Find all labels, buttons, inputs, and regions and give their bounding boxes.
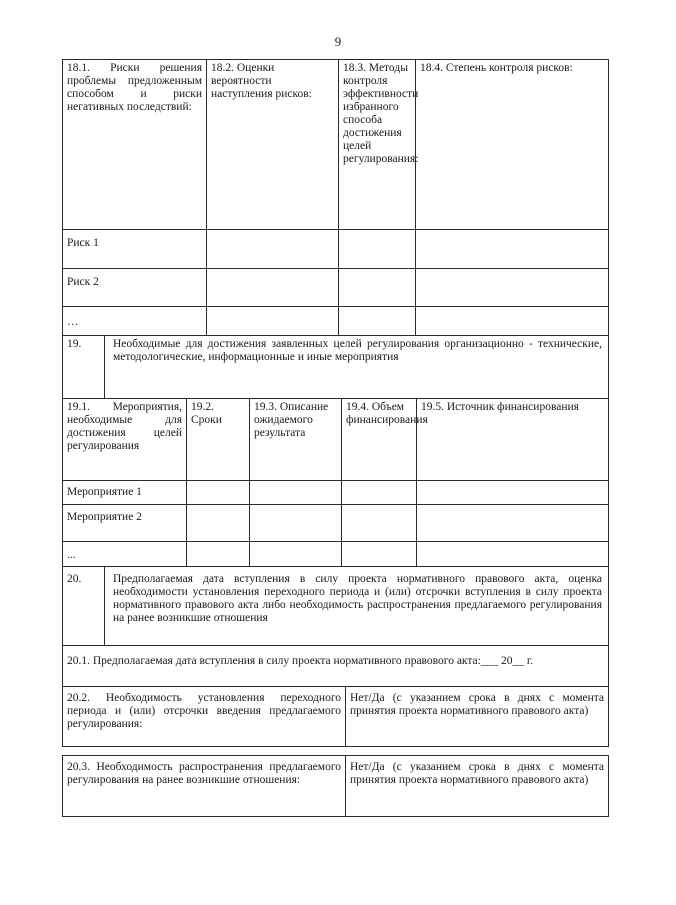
s18-cell bbox=[206, 268, 339, 307]
s19-cell bbox=[186, 504, 250, 542]
s20-entry-date: 20.1. Предполагаемая дата вступления в силу проекта нормативного правового акта:___ 20__ г. bbox=[62, 645, 609, 687]
s19-header-source: 19.5. Источник финансирования bbox=[416, 398, 609, 481]
s18-cell bbox=[338, 229, 416, 269]
s19-cell bbox=[416, 480, 609, 505]
s20-number: 20. bbox=[62, 566, 105, 646]
s18-cell bbox=[415, 306, 609, 336]
s19-number: 19. bbox=[62, 335, 105, 399]
s20-title: Предполагаемая дата вступления в силу проекта нормативного правового акта, оценка необходимости установления переходного периода и (или) отсрочки вступления в силу проекта нормативного правового акта либо необходимость распространения предлагаемого регулирования на ранее возникшие отношения bbox=[104, 566, 609, 646]
s18-cell bbox=[338, 306, 416, 336]
s19-cell bbox=[416, 504, 609, 542]
s18-cell bbox=[338, 268, 416, 307]
s19-row-label: Мероприятие 1 bbox=[62, 480, 187, 505]
s19-header-activities: 19.1. Мероприятия, необходимые для достижения целей регулирования bbox=[62, 398, 187, 481]
s19-row-label: Мероприятие 2 bbox=[62, 504, 187, 542]
s18-cell bbox=[415, 229, 609, 269]
s19-cell bbox=[341, 504, 417, 542]
s18-header-control: 18.4. Степень контроля рисков: bbox=[415, 59, 609, 230]
s18-row-label: Риск 1 bbox=[62, 229, 207, 269]
s19-cell bbox=[341, 480, 417, 505]
s19-title: Необходимые для достижения заявленных целей регулирования организационно - технические, методологические, информационные и иные мероприятия bbox=[104, 335, 609, 399]
s19-cell bbox=[249, 480, 342, 505]
s18-row-label: … bbox=[62, 306, 207, 336]
s18-cell bbox=[206, 306, 339, 336]
s18-row-label: Риск 2 bbox=[62, 268, 207, 307]
s19-cell bbox=[186, 541, 250, 567]
s20-retroactive-answer: Нет/Да (с указанием срока в днях с момента принятия проекта нормативного правового акта) bbox=[345, 755, 609, 817]
s20-transition-answer: Нет/Да (с указанием срока в днях с момента принятия проекта нормативного правового акта) bbox=[345, 686, 609, 747]
s19-header-terms bbox=[186, 398, 250, 481]
s19-cell bbox=[249, 504, 342, 542]
s19-row-label: ... bbox=[62, 541, 187, 567]
s19-cell bbox=[341, 541, 417, 567]
s20-transition-label: 20.2. Необходимость установления переходного периода и (или) отсрочки введения предлагаемого регулирования: bbox=[62, 686, 346, 747]
s18-cell bbox=[415, 268, 609, 307]
s18-cell bbox=[206, 229, 339, 269]
s20-retroactive-label: 20.3. Необходимость распространения предлагаемого регулирования на ранее возникшие отношения: bbox=[62, 755, 346, 817]
s18-header-methods-text: 18.3. Методы контроля эффективности избранного способа достижения целей регулирования: bbox=[343, 62, 419, 165]
s19-header-result: 19.3. Описание ожидаемого результата bbox=[249, 398, 342, 481]
s18-header-methods bbox=[338, 59, 419, 230]
page-number: 9 bbox=[334, 34, 342, 49]
s19-cell bbox=[416, 541, 609, 567]
s19-cell bbox=[186, 480, 250, 505]
s19-cell bbox=[249, 541, 342, 567]
s19-header-terms-text: 19.2. Сроки bbox=[191, 401, 222, 426]
s18-header-risks: 18.1. Риски решения проблемы предложенным способом и риски негативных последствий: bbox=[62, 59, 207, 230]
s19-header-volume: 19.4. Объем финансирования bbox=[341, 398, 417, 481]
s18-header-probability: 18.2. Оценки вероятности наступления рисков: bbox=[206, 59, 339, 230]
